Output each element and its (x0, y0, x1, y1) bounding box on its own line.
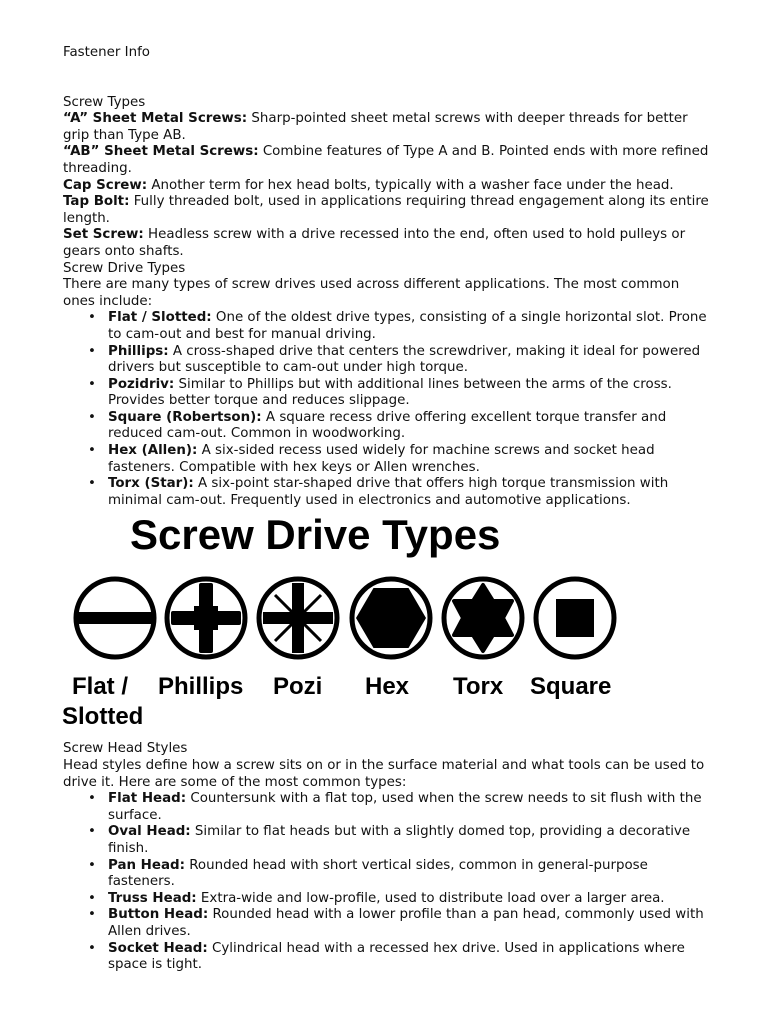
screw-types-list (63, 111, 713, 260)
list-item: • Torx (Star): A six-point star-shaped drive that offers high torque transmission with minimal cam-out. Frequently used in electronics and automotive applications. (108, 476, 713, 509)
screw-type-item: Set Screw: Headless screw with a drive recessed into the end, often used to hold pulleys or gears onto shafts. (63, 227, 686, 259)
list-item: • Flat Head: Countersunk with a flat top, used when the screw needs to sit flush with the surface. (108, 791, 713, 824)
head-styles-intro: Head styles define how a screw sits on or in the surface material and what tools can be used to drive it. Here are some of the most common types: (63, 758, 705, 790)
head-styles-list (63, 791, 713, 974)
hex-drive-icon (352, 579, 430, 657)
list-item: • Flat / Slotted: One of the oldest drive types, consisting of a single horizontal slot. Prone to cam-out and best for manual driving. (108, 310, 713, 343)
list-item: • Pan Head: Rounded head with short vertical sides, common in general-purpose fasteners. (108, 858, 713, 891)
drive-types-heading: Screw Drive Types (63, 260, 186, 276)
label-hex: Hex (365, 673, 410, 701)
screw-type-item: Cap Screw: Another term for hex head bolts, typically with a washer face under the head. (63, 177, 674, 193)
list-item: • Oval Head: Similar to flat heads but with a slightly domed top, providing a decorative finish. (108, 824, 713, 857)
screw-type-item: “AB” Sheet Metal Screws: Combine features of Type A and B. Pointed ends with more refined threading. (63, 144, 709, 176)
label-pozi: Pozi (273, 673, 323, 701)
screw-type-item: “A” Sheet Metal Screws: Sharp-pointed sheet metal screws with deeper threads for better grip than Type AB. (63, 111, 688, 143)
list-item: • Phillips: A cross-shaped drive that centers the screwdriver, making it ideal for powered drivers but susceptible to cam-out under high torque. (108, 344, 713, 377)
document-title: Fastener Info (63, 45, 150, 60)
label-torx: Torx (453, 673, 504, 701)
phillips-drive-icon (167, 579, 245, 657)
square-drive-icon (536, 579, 614, 657)
torx-drive-icon (444, 579, 522, 657)
list-item: • Button Head: Rounded head with a lower profile than a pan head, commonly used with Allen drives. (108, 907, 713, 940)
screw-drive-types-figure (60, 511, 710, 741)
list-item: • Hex (Allen): A six-sided recess used widely for machine screws and socket head fasteners. Compatible with hex keys or Allen wrenches. (108, 443, 713, 476)
list-item: • Socket Head: Cylindrical head with a recessed hex drive. Used in applications where space is tight. (108, 941, 713, 974)
list-item: • Truss Head: Extra-wide and low-profile, used to distribute load over a larger area. (108, 891, 713, 908)
label-slotted: Slotted (62, 703, 144, 731)
figure-title: Screw Drive Types (130, 511, 501, 559)
drive-types-illustration (60, 511, 710, 741)
list-item: • Pozidriv: Similar to Phillips but with additional lines between the arms of the cross. Provides better torque and reduces slippage. (108, 377, 713, 410)
head-styles-heading: Screw Head Styles (63, 741, 188, 757)
pozi-drive-icon (259, 579, 337, 657)
list-item: • Square (Robertson): A square recess drive offering excellent torque transfer and reduced cam-out. Common in woodworking. (108, 410, 713, 443)
screw-types-heading: Screw Types (63, 94, 146, 110)
drive-types-list (63, 310, 713, 509)
document-page (63, 45, 713, 974)
drive-types-intro: There are many types of screw drives used across different applications. The most common ones include: (63, 277, 680, 309)
label-square: Square (530, 673, 612, 701)
screw-type-item: Tap Bolt: Fully threaded bolt, used in applications requiring thread engagement along its entire length. (63, 194, 709, 226)
label-phillips: Phillips (158, 673, 244, 701)
label-flat: Flat / (72, 673, 129, 701)
slot-drive-icon (76, 579, 154, 657)
